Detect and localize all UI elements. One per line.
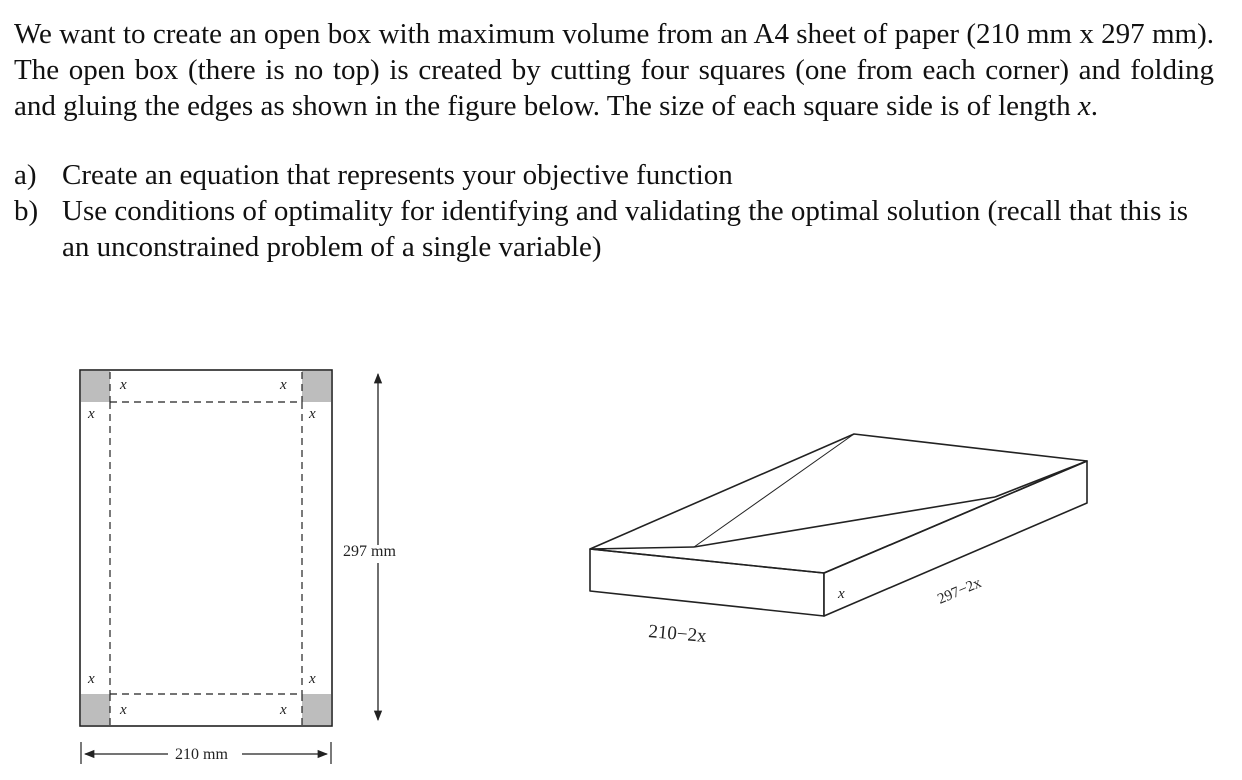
box-length-label: 297−2x — [935, 574, 984, 608]
box-width-label: 210−2x — [647, 621, 708, 648]
task-text: Create an equation that represents your objective function — [62, 159, 733, 191]
corner-label: x — [309, 406, 316, 422]
task-text: Use conditions of optimality for identifying and validating the optimal solution (recall that this is an unconstrained problem of a single variable) — [62, 195, 1188, 263]
corner-label: x — [280, 377, 287, 393]
corner-square-top-right — [302, 371, 331, 402]
intro-text-end: . — [1090, 90, 1098, 122]
fold-lines — [110, 372, 302, 725]
task-label: a) — [14, 159, 37, 191]
inner-edge — [590, 547, 694, 549]
sheet-diagram — [80, 370, 396, 764]
width-label: 210 mm — [175, 746, 228, 763]
box-height-label: x — [838, 586, 845, 602]
corner-label: x — [120, 702, 127, 718]
corner-label: x — [88, 406, 95, 422]
height-dimension — [343, 374, 396, 720]
corner-label: x — [309, 671, 316, 687]
task-label: b) — [14, 195, 39, 227]
box-front-face — [590, 549, 824, 616]
height-label: 297 mm — [343, 543, 396, 560]
intro-variable: x — [1077, 90, 1091, 122]
inner-edge — [694, 434, 854, 547]
width-dimension — [81, 742, 331, 764]
corner-square-bottom-left — [81, 694, 110, 725]
corner-square-bottom-right — [302, 694, 331, 725]
corner-label: x — [120, 377, 127, 393]
corner-label: x — [88, 671, 95, 687]
sheet-outline — [80, 370, 332, 726]
corner-square-top-left — [81, 371, 110, 402]
intro-text: We want to create an open box with maximum volume from an A4 sheet of paper (210 mm x 297 mm). The open box (there is no top) is created by cutting four squares (one from each corner) and folding and gluing the edges as shown in the figure below. The size of each square side is of length — [14, 18, 1214, 122]
corner-label: x — [280, 702, 287, 718]
